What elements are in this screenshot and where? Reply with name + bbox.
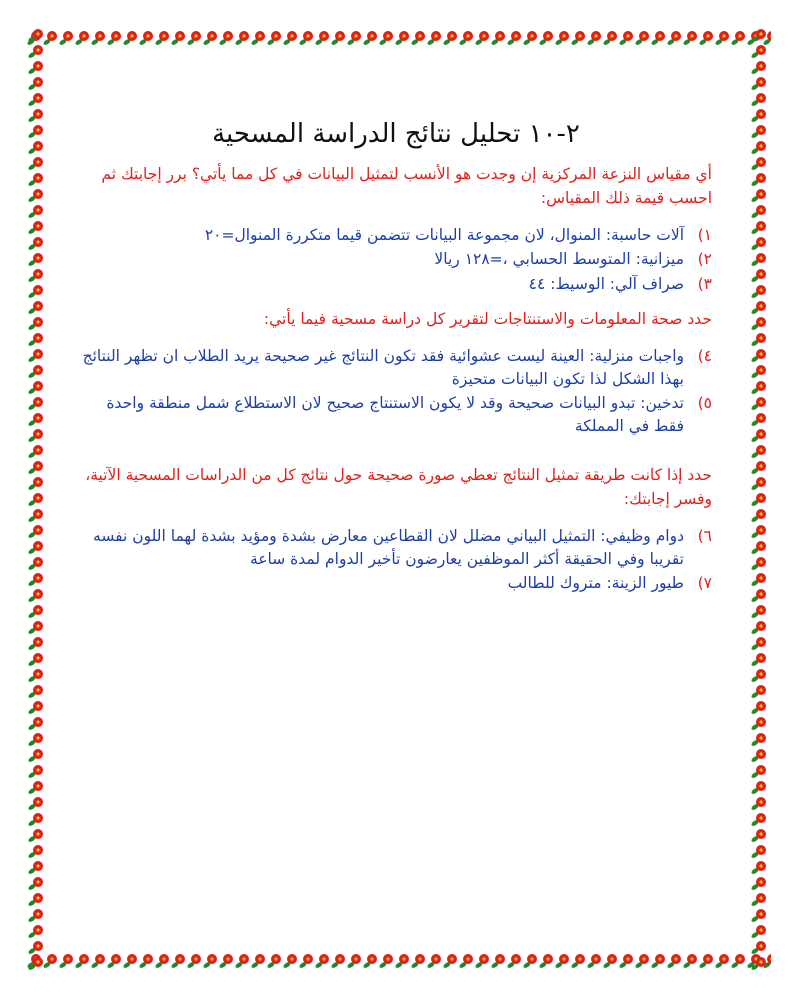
answer-item xyxy=(80,248,712,270)
flower-border-top xyxy=(26,27,771,49)
answer-text: دوام وظيفي: التمثيل البياني مضلل لان القطاعين معارض بشدة ومؤيد بشدة لهما اللون نفسه تقريبا وفي الحقيقة أكثر الموظفين يعارضون تأخير الدوام لمدة ساعة xyxy=(93,527,684,568)
flower-border-left xyxy=(26,27,48,972)
answer-text: واجبات منزلية: العينة ليست عشوائية فقد تكون النتائج غير صحيحة يريد الطلاب ان تظهر النتائج بهذا الشكل لذا تكون البيانات متحيزة xyxy=(82,347,684,388)
answer-item xyxy=(80,345,712,390)
answer-text: تدخين: تبدو البيانات صحيحة وقد لا يكون الاستنتاج صحيح لان الاستطلاع شمل منطقة واحدة فقط في المملكة xyxy=(106,394,684,435)
answer-item xyxy=(80,273,712,295)
answer-list-3 xyxy=(80,525,712,594)
answer-number: ٣) xyxy=(697,274,712,293)
answer-text: طيور الزينة: متروك للطالب xyxy=(507,574,684,593)
answer-number: ٢) xyxy=(697,250,712,269)
answer-number: ١) xyxy=(697,225,712,244)
answer-number: ٤) xyxy=(697,347,712,366)
answer-item xyxy=(80,392,712,437)
answer-list-2 xyxy=(80,345,712,437)
answer-item xyxy=(80,572,712,594)
flower-border-top-icon xyxy=(26,27,771,49)
flower-border-right-icon xyxy=(749,27,771,972)
spacer xyxy=(80,449,712,463)
worksheet-content xyxy=(80,118,712,607)
answer-number: ٥) xyxy=(697,394,712,413)
flower-border-bottom-icon xyxy=(26,950,771,972)
question-1: أي مقياس النزعة المركزية إن وجدت هو الأنسب لتمثيل البيانات في كل مما يأتي؟ برر إجابتك ثم احسب قيمة ذلك المقياس: xyxy=(101,164,712,207)
answer-item xyxy=(80,525,712,570)
question-2: حدد صحة المعلومات والاستنتاجات لتقرير كل دراسة مسحية فيما يأتي: xyxy=(263,310,712,329)
answer-list-1 xyxy=(80,224,712,295)
answer-number: ٦) xyxy=(697,527,712,546)
answer-number: ٧) xyxy=(697,574,712,593)
flower-border-left-icon xyxy=(26,27,48,972)
answer-text: آلات حاسبة: المنوال، لان مجموعة البيانات تتضمن قيما متكررة المنوال=٢٠ xyxy=(204,225,684,244)
flower-border-right xyxy=(749,27,771,972)
flower-border-bottom xyxy=(26,950,771,972)
answer-item xyxy=(80,224,712,246)
question-3: حدد إذا كانت طريقة تمثيل النتائج تعطي صورة صحيحة حول نتائج كل من الدراسات المسحية الآتية، وفسر إجابتك: xyxy=(85,466,712,509)
page-title: ٢-١٠ تحليل نتائج الدراسة المسحية xyxy=(212,119,580,149)
answer-text: صراف آلي: الوسيط: ٤٤ xyxy=(528,274,684,293)
answer-text: ميزانية: المتوسط الحسابي ،=١٢٨ ريالا xyxy=(434,250,684,269)
